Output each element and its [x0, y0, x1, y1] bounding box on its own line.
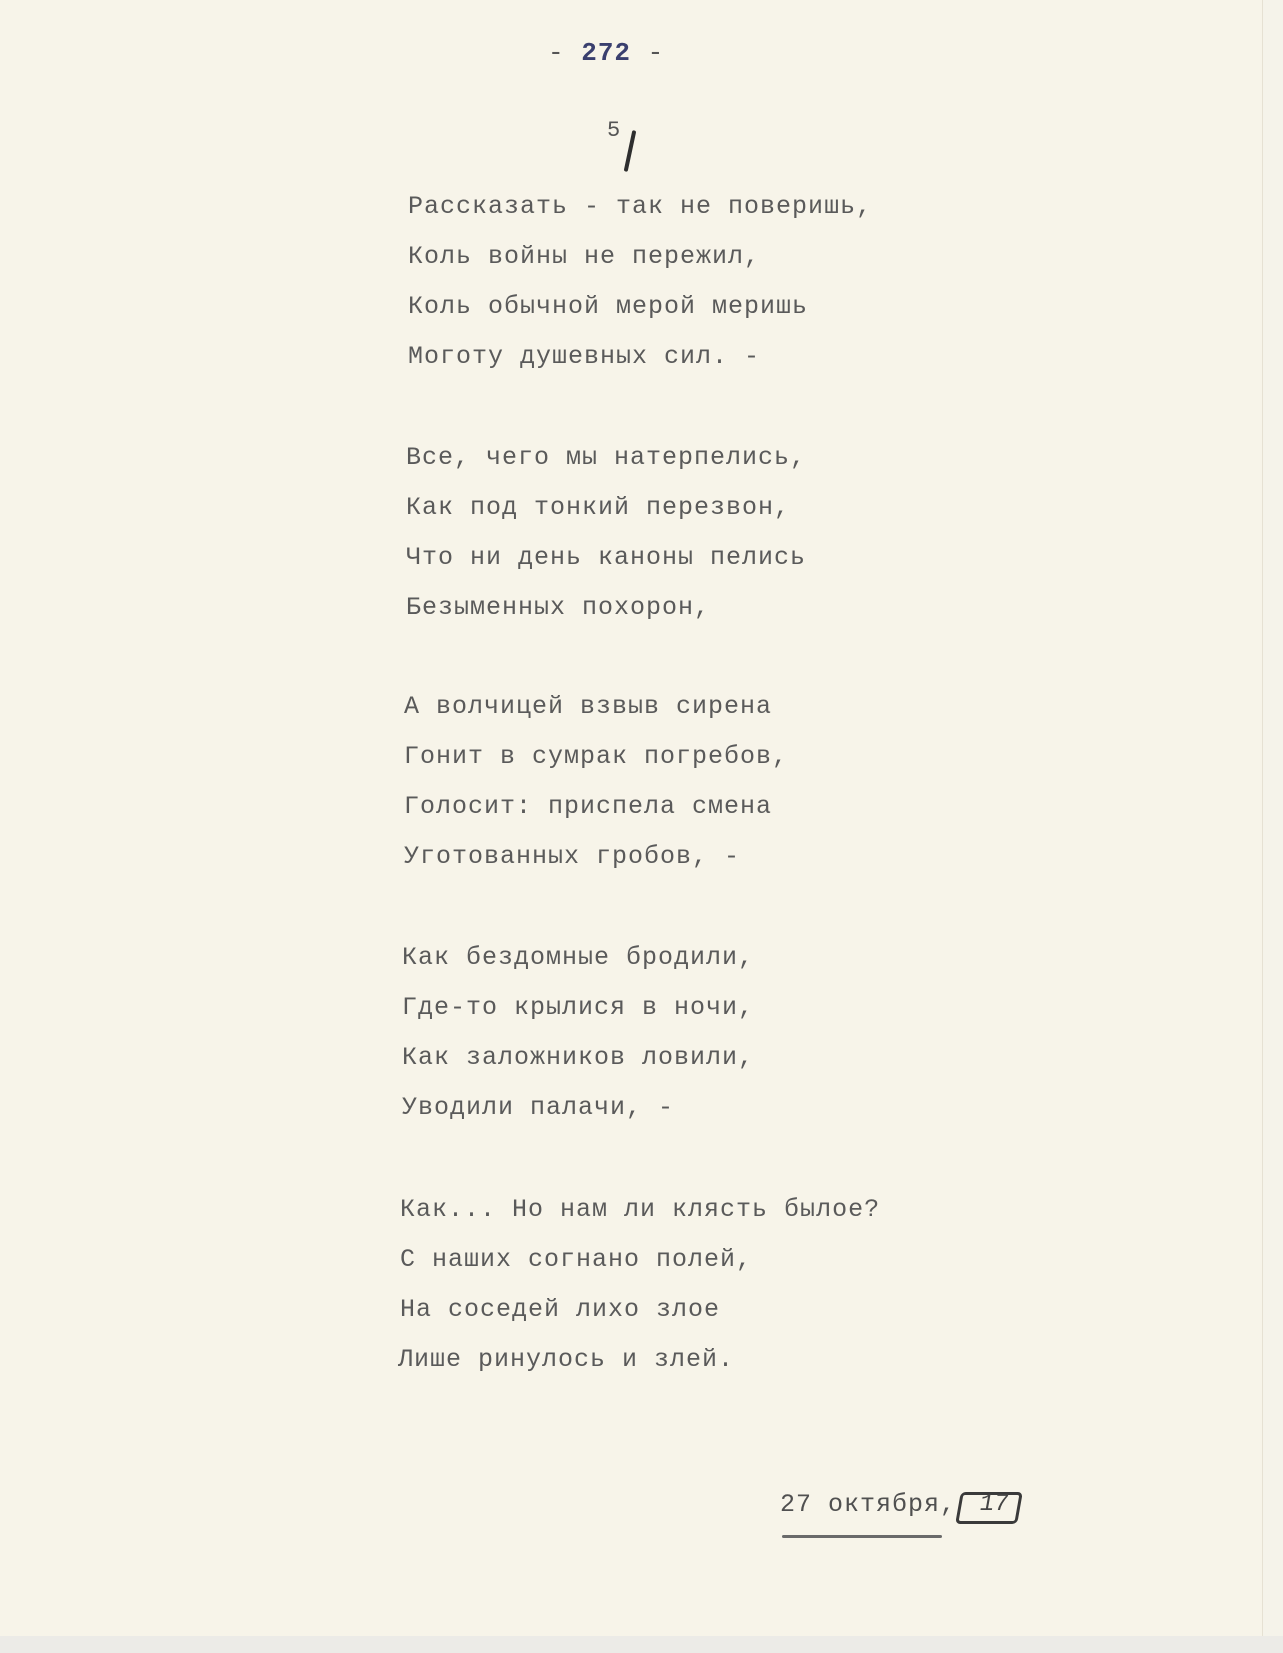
poem-line: Уготованных гробов, - [404, 842, 741, 871]
poem-line: На соседей лихо злое [400, 1295, 721, 1324]
poem-line: Гонит в сумрак погребов, [404, 742, 789, 771]
poem-line: Моготу душевных сил. - [408, 342, 761, 371]
poem-line: Как заложников ловили, [402, 1043, 755, 1072]
date-underline [782, 1535, 942, 1538]
page-number-dash-left: - [548, 38, 565, 68]
section-number: 5 [607, 118, 622, 143]
poem-line: Рассказать - так не поверишь, [408, 192, 873, 221]
poem-line: Как под тонкий перезвон, [406, 493, 791, 522]
poem-line: Как бездомные бродили, [402, 943, 755, 972]
page-number-dash-right: - [647, 38, 665, 68]
page-number [548, 38, 664, 68]
poem-line: Коль обычной мерой меришь [408, 292, 809, 321]
handwritten-year: 17 [977, 1491, 1011, 1518]
date-line: 27 октября, [780, 1490, 957, 1519]
poem-line: Уводили палачи, - [402, 1093, 675, 1122]
handwritten-section-mark [624, 130, 637, 172]
poem-line: Что ни день каноны пелись [406, 543, 807, 572]
poem-line: Голосит: приспела смена [404, 792, 773, 821]
handwritten-year-box [955, 1492, 1023, 1524]
poem-line: Безыменных похорон, [406, 593, 711, 622]
poem-line: Лише ринулось и злей. [398, 1345, 735, 1374]
scan-bottom-strip [0, 1636, 1283, 1653]
poem-line: Как... Но нам ли клясть былое? [400, 1195, 881, 1224]
page-number-value: 272 [581, 38, 632, 68]
poem-line: Все, чего мы натерпелись, [406, 443, 807, 472]
poem-line: Где-то крылися в ночи, [402, 993, 755, 1022]
poem-line: А волчицей взвыв сирена [404, 692, 773, 721]
poem-line: Коль войны не пережил, [408, 242, 761, 271]
poem-line: С наших согнано полей, [400, 1245, 753, 1274]
